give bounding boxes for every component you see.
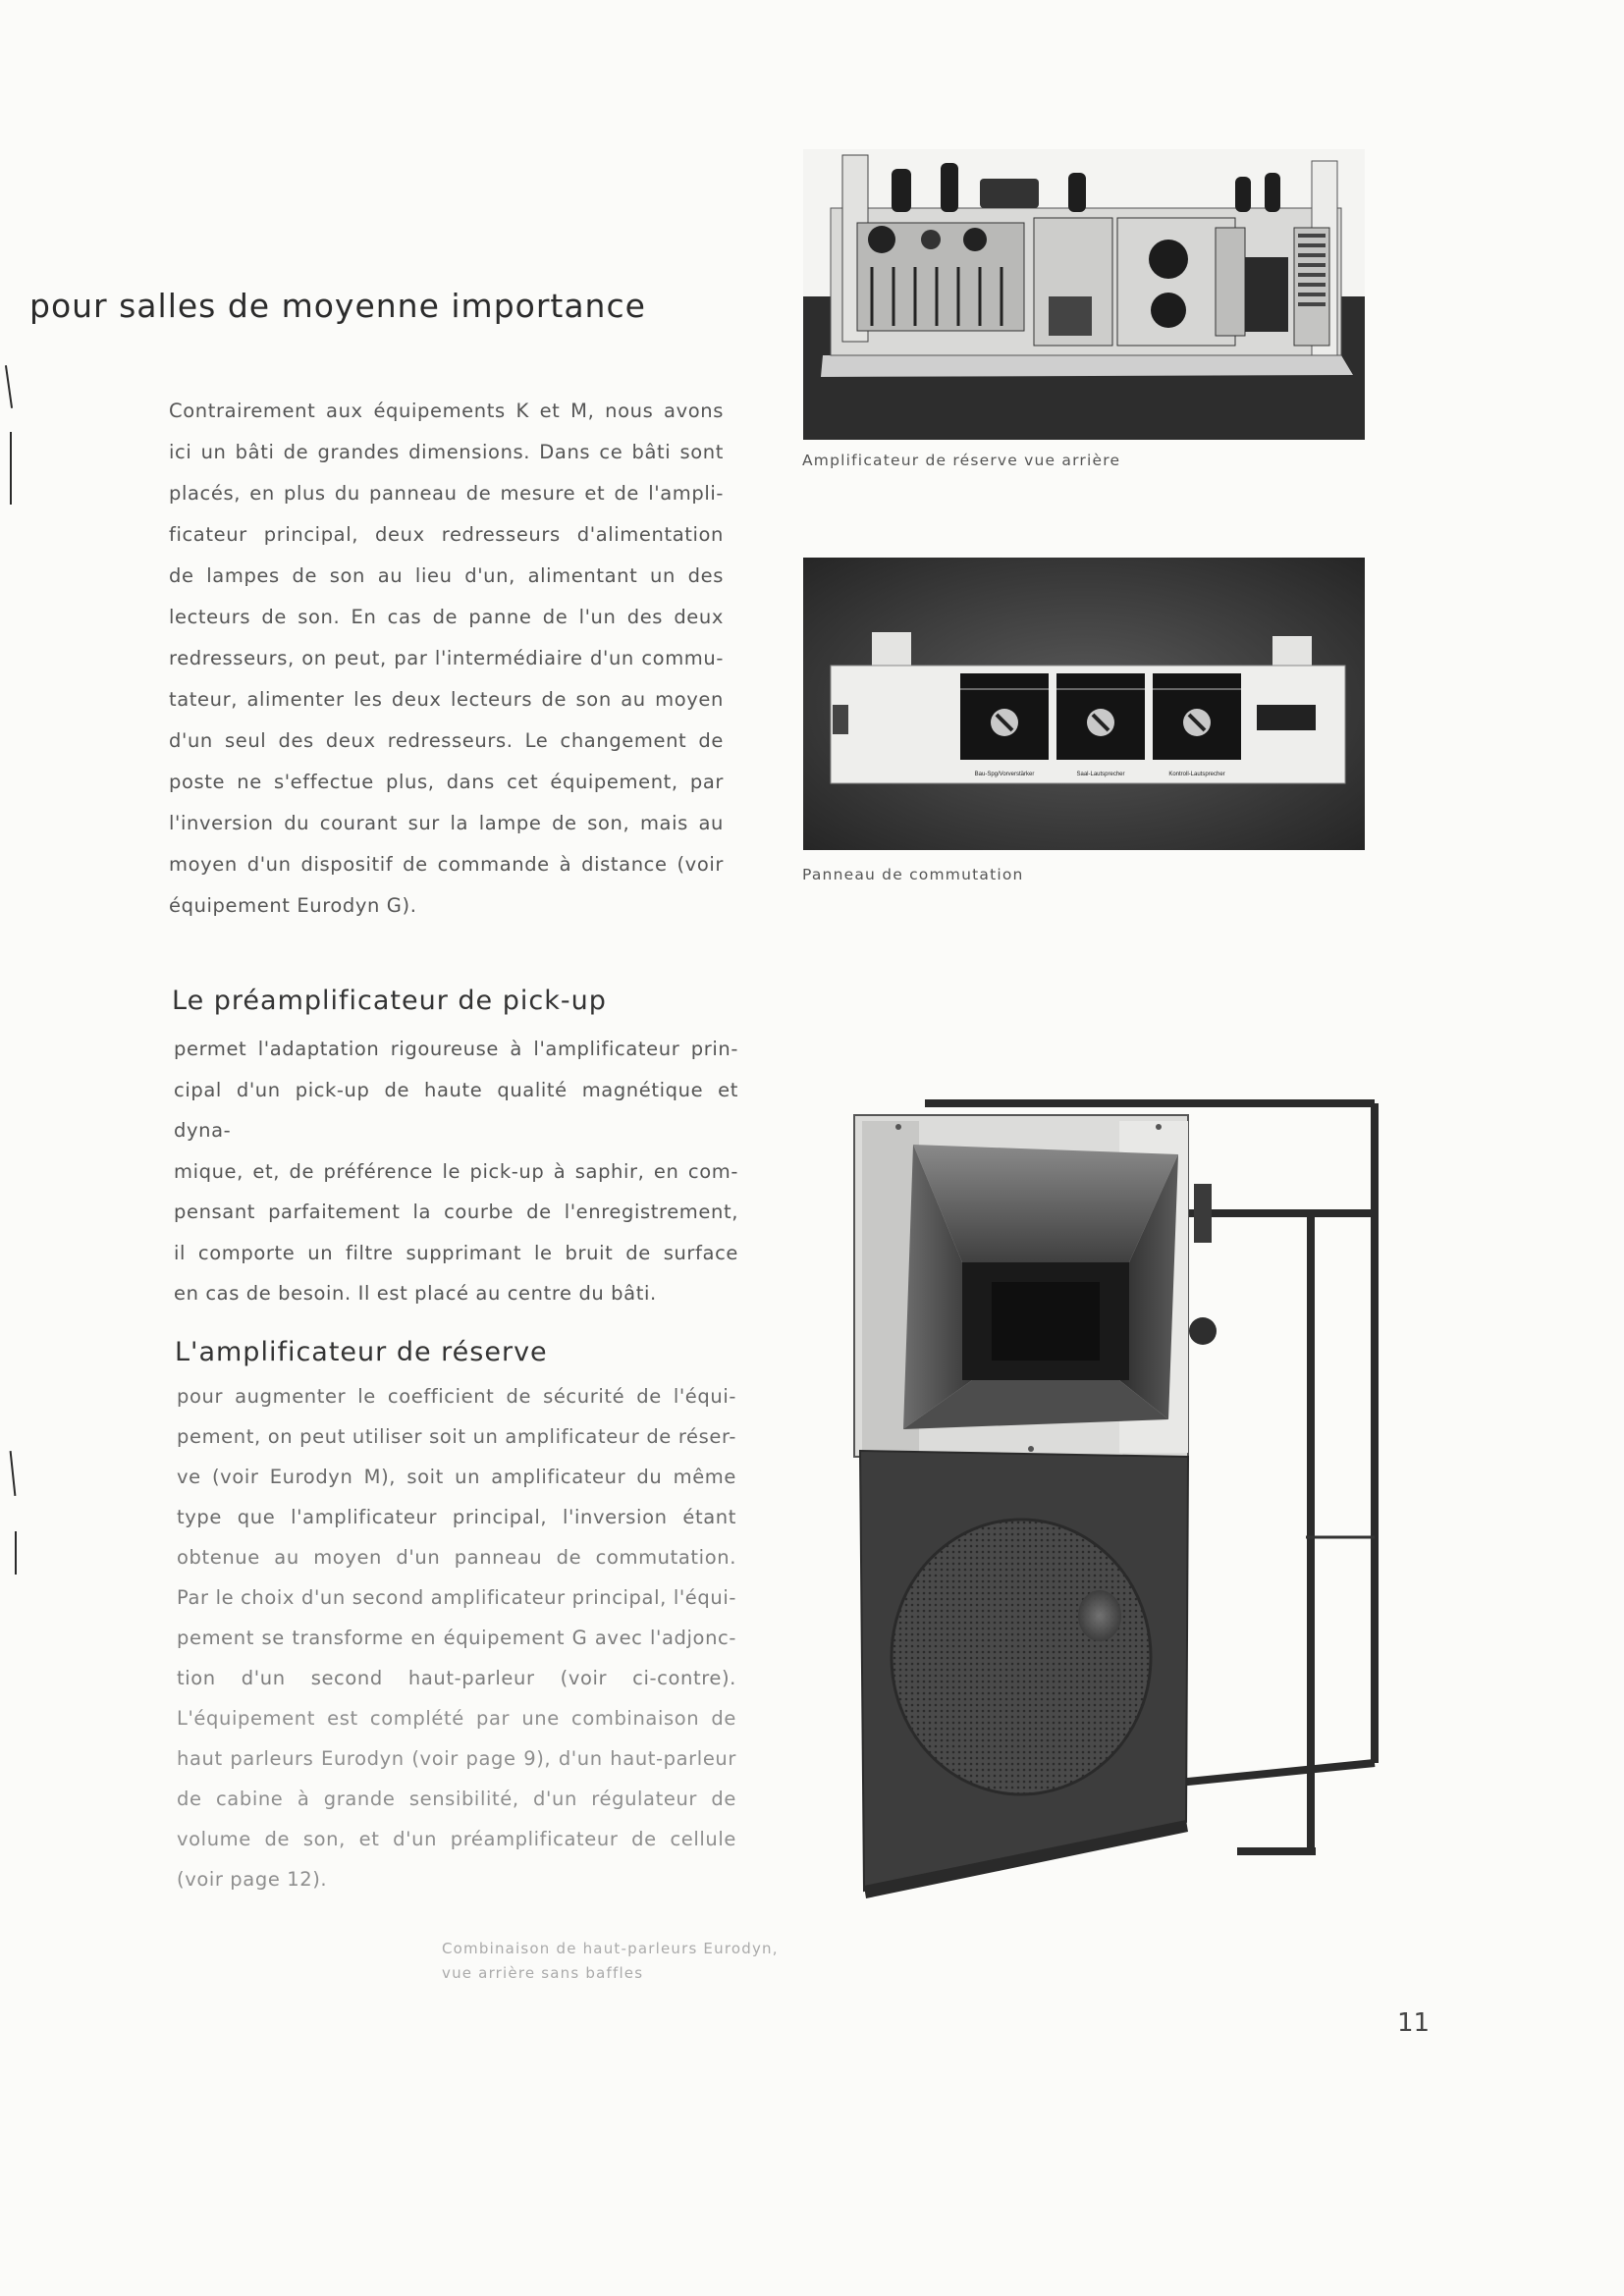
- text-line: haut parleurs Eurodyn (voir page 9), d'un haut-parleur: [177, 1747, 736, 1770]
- speaker-caption-line: Combinaison de haut-parleurs Eurodyn,: [442, 1940, 779, 1957]
- text-line: mique, et, de préférence le pick-up à saphir, en com-: [174, 1159, 738, 1183]
- margin-mark: [10, 1451, 17, 1496]
- amplifier-caption: Amplificateur de réserve vue arrière: [802, 452, 1121, 469]
- section-title-reserve: L'amplificateur de réserve: [175, 1337, 548, 1367]
- text-line: redresseurs, on peut, par l'intermédiaire d'un commu-: [169, 647, 724, 669]
- text-line: ici un bâti de grandes dimensions. Dans ce bâti sont: [169, 441, 724, 463]
- panel-label: Kontroll-Lautsprecher: [1168, 772, 1225, 777]
- text-line: pour augmenter le coefficient de sécurité de l'équi-: [177, 1385, 736, 1408]
- text-line: pensant parfaitement la courbe de l'enregistrement,: [174, 1201, 738, 1223]
- text-line: il comporte un filtre supprimant le bruit de surface: [174, 1241, 738, 1264]
- text-line: pement, on peut utiliser soit un amplificateur de réser-: [177, 1425, 736, 1448]
- margin-mark: [5, 365, 13, 408]
- text-line: équipement Eurodyn G).: [169, 894, 417, 917]
- speaker-caption-line: vue arrière sans baffles: [442, 1964, 644, 1982]
- text-line: poste ne s'effectue plus, dans cet équipement, par: [169, 771, 724, 793]
- text-line: de cabine à grande sensibilité, d'un régulateur de: [177, 1788, 736, 1810]
- amplifier-photo: [803, 149, 1365, 440]
- text-line: en cas de besoin. Il est placé au centre du bâti.: [174, 1282, 657, 1305]
- intro-paragraph: [169, 391, 724, 927]
- speaker-caption: [442, 1937, 779, 1986]
- speaker-photo: [844, 1095, 1386, 1898]
- text-line: volume de son, et d'un préamplificateur de cellule: [177, 1828, 736, 1850]
- text-line: (voir page 12).: [177, 1868, 328, 1891]
- section-title-preamp: Le préamplificateur de pick-up: [172, 986, 607, 1016]
- text-line: ve (voir Eurodyn M), soit un amplificateur du même: [177, 1466, 736, 1488]
- text-line: Contrairement aux équipements K et M, nous avons: [169, 400, 724, 422]
- text-line: type que l'amplificateur principal, l'inversion étant: [177, 1506, 736, 1528]
- text-line: permet l'adaptation rigoureuse à l'amplificateur prin-: [174, 1038, 738, 1060]
- panel-photo: [803, 558, 1365, 850]
- text-line: cipal d'un pick-up de haute qualité magnétique et dyna-: [174, 1078, 738, 1142]
- text-line: L'équipement est complété par une combinaison de: [177, 1707, 736, 1730]
- panel-label: Bau-Spg/Vorverstärker: [974, 772, 1035, 777]
- preamp-paragraph: [174, 1029, 738, 1314]
- text-line: moyen d'un dispositif de commande à distance (voir: [169, 853, 724, 876]
- text-line: pement se transforme en équipement G avec l'adjonc-: [177, 1627, 736, 1649]
- text-line: Par le choix d'un second amplificateur principal, l'équi-: [177, 1586, 736, 1609]
- text-line: placés, en plus du panneau de mesure et de l'ampli-: [169, 482, 724, 505]
- text-line: tion d'un second haut-parleur (voir ci-contre).: [177, 1667, 736, 1689]
- panel-caption: Panneau de commutation: [802, 866, 1024, 883]
- margin-mark: [15, 1531, 17, 1575]
- page-number: 11: [1397, 2008, 1431, 2038]
- panel-label: Saal-Lautsprecher: [1076, 772, 1125, 777]
- text-line: l'inversion du courant sur la lampe de son, mais au: [169, 812, 724, 834]
- text-line: lecteurs de son. En cas de panne de l'un des deux: [169, 606, 724, 628]
- text-line: d'un seul des deux redresseurs. Le changement de: [169, 729, 724, 752]
- reserve-paragraph: [177, 1376, 736, 1899]
- text-line: tateur, alimenter les deux lecteurs de son au moyen: [169, 688, 724, 711]
- text-line: de lampes de son au lieu d'un, alimentant un des: [169, 564, 724, 587]
- page-title: pour salles de moyenne importance: [29, 287, 646, 325]
- text-line: ficateur principal, deux redresseurs d'alimentation: [169, 523, 724, 546]
- margin-mark: [10, 432, 12, 505]
- text-line: obtenue au moyen d'un panneau de commutation.: [177, 1546, 736, 1569]
